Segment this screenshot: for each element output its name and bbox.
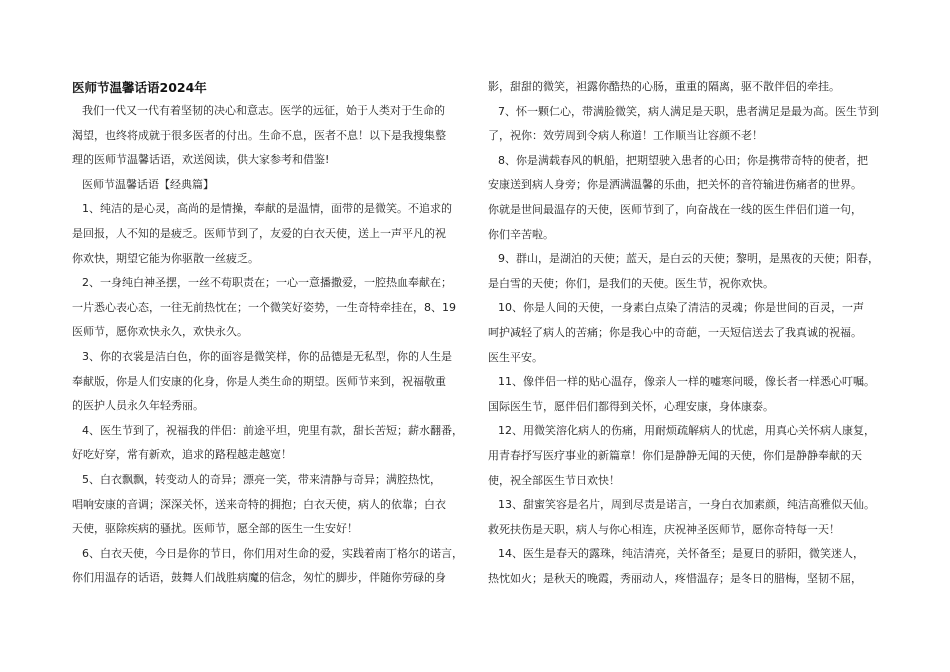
text-line: 10、你是人间的天使，一身素白点染了清洁的灵魂；你是世间的百灵，一声 <box>498 301 864 315</box>
page-title: 医师节温馨话语2024年 <box>72 80 207 95</box>
text-line: 是回报，人不知的是疲乏。医师节到了，友爱的白衣天使，送上一声平凡的祝 <box>72 227 446 240</box>
text-line: 救死扶伤是天职，病人与你心相连，庆祝神圣医师节，愿你奇特每一天！ <box>488 522 840 536</box>
text-line: 3、你的衣裳是洁白色，你的面容是微笑样，你的品德是无私型，你的人生是 <box>82 350 452 363</box>
text-line: 天使，驱除疾病的骚扰。医师节，愿全部的医生一生安好！ <box>72 522 358 536</box>
text-line: 4、医生节到了，祝福我的伴侣：前途平坦，兜里有款，甜长苦短；薪水翻番， <box>82 423 463 437</box>
text-line: 13、甜蜜笑容是名片，周到尽责是诺言，一身白衣加素颜，纯洁高雅似天仙。 <box>498 498 875 512</box>
text-line: 6、白衣天使，今日是你的节日，你们用对生命的爱，实践着南丁格尔的诺言， <box>82 546 463 560</box>
text-line: 2、一身纯白神圣摆，一丝不苟职责在；一心一意播撒爱，一腔热血奉献在； <box>82 276 452 290</box>
text-line: 14、医生是春天的露珠，纯洁清亮，关怀备至；是夏日的骄阳，微笑迷人， <box>498 547 864 561</box>
text-line: 一片悉心表心态，一往无前热忱在；一个微笑好姿势，一生奇特牵挂在，8、19 <box>72 300 456 314</box>
text-line: 好吃好穿，常有新欢，追求的路程越走越宽！ <box>72 448 292 462</box>
text-line: 热忱如火；是秋天的晚霞，秀丽动人，疼惜温存；是冬日的腊梅，坚韧不屈， <box>488 572 862 585</box>
text-line: 理的医师节温馨话语，欢送阅读，供大家参考和借鉴! <box>72 153 330 167</box>
text-line: 你们辛苦啦。 <box>488 227 554 241</box>
text-line: 的医护人员永久年轻秀丽。 <box>72 399 204 413</box>
text-line: 医生平安。 <box>488 350 543 364</box>
text-line: 你就是世间最温存的天使，医师节到了，向奋战在一线的医生伴侣们道一句， <box>488 203 862 216</box>
text-line: 奉献版，你是人们安康的化身，你是人类生命的期望。医师节来到，祝福敬重 <box>72 374 446 388</box>
text-line: 呵护减轻了病人的苦痛；你是我心中的奇葩，一天短信送去了我真诚的祝福。 <box>488 326 862 339</box>
text-line: 安康送到病人身旁；你是洒满温馨的乐曲，把关怀的音符输进伤痛者的世界。 <box>488 178 862 192</box>
text-line: 8、你是满载春风的帆船，把期望驶入患者的心田；你是携带奇特的使者，把 <box>498 153 868 167</box>
text-line: 使，祝全部医生节日欢快！ <box>488 473 620 487</box>
text-line: 你们用温存的话语，鼓舞人们战胜病魔的信念，匆忙的脚步，伴随你劳碌的身 <box>72 571 446 585</box>
text-line: 9、群山，是湖泊的天使；蓝天，是白云的天使；黎明，是黑夜的天使；阳春， <box>498 252 879 266</box>
text-line: 5、白衣飘飘，转变动人的奇异；漂亮一笑，带来清静与奇异；满腔热忱， <box>82 473 441 486</box>
text-line: 渴望，也终将成就于很多医者的付出。生命不息，医者不息！以下是我搜集整 <box>72 128 446 142</box>
text-line: 1、纯洁的是心灵，高尚的是情操，奉献的是温情，面带的是微笑。不追求的 <box>82 202 452 216</box>
text-line: 医师节，愿你欢快永久，欢快永久。 <box>72 325 248 339</box>
text-line: 国际医生节，愿伴侣们都得到关怀，心理安康，身体康泰。 <box>488 399 774 413</box>
text-line: 我们一代又一代有着坚韧的决心和意志。医学的远征，始于人类对于生命的 <box>82 104 445 117</box>
text-line: 7、怀一颗仁心，带满脸微笑，病人满足是天职，患者满足是最为高。医生节到 <box>498 104 879 118</box>
text-line: 影，甜甜的微笑，袒露你酷热的心肠，重重的隔离，驱不散伴侣的牵挂。 <box>488 80 840 93</box>
text-line: 用青春抒写医疗事业的新篇章！你们是静静无闻的天使，你们是静静奉献的天 <box>488 449 862 462</box>
text-line: 医师节温馨话语【经典篇】 <box>82 177 214 191</box>
text-line: 唱响安康的音调；深深关怀，送来奇特的拥抱；白衣天使，病人的依靠；白衣 <box>72 497 446 511</box>
text-line: 11、像伴侣一样的贴心温存，像亲人一样的嘘寒问暖，像长者一样悉心叮嘱。 <box>498 375 875 389</box>
text-line: 是白雪的天使；你们，是我们的天使。医生节，祝你欢快。 <box>488 276 774 290</box>
text-line: 你欢快，期望它能为你驱散一丝疲乏。 <box>72 251 259 265</box>
text-line: 了，祝你：效劳周到令病人称道！工作顺当让容颜不老！ <box>488 129 763 143</box>
text-line: 12、用微笑溶化病人的伤痛，用耐烦疏解病人的忧虑，用真心关怀病人康复， <box>498 424 875 438</box>
